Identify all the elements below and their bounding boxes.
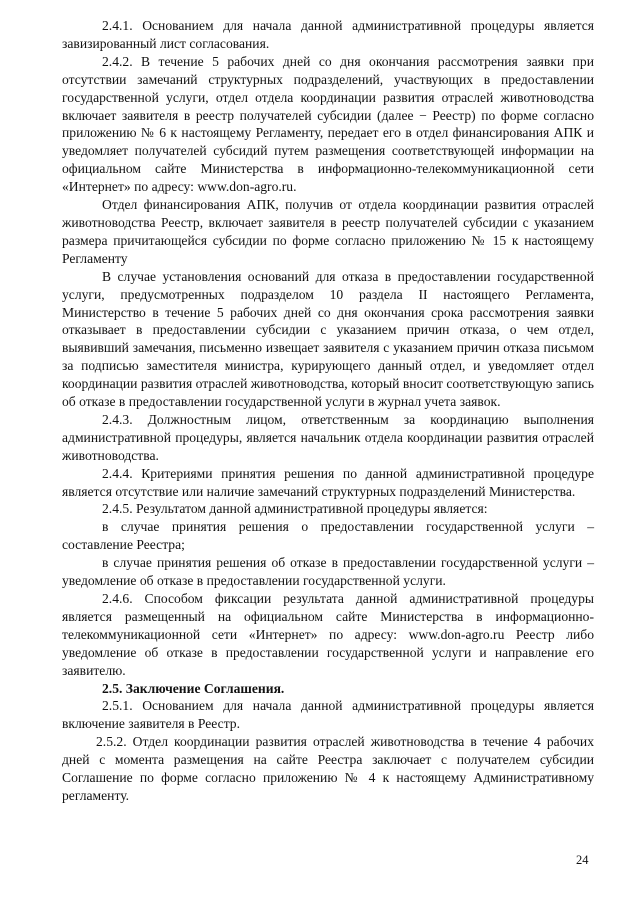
paragraph-result-refusal: в случае принятия решения об отказе в предоставлении государственной услуги – уведомление об отказе в предоставлении государственной услуги. xyxy=(62,555,594,589)
paragraph-2-4-1: 2.4.1. Основанием для начала данной административной процедуры является завизированный лист согласования. xyxy=(62,18,594,51)
paragraph-2-5-1: 2.5.1. Основанием для начала данной административной процедуры является включение заявителя в Реестр. xyxy=(62,698,594,732)
paragraph-finance-department: Отдел финансирования АПК, получив от отдела координации развития отраслей животноводства Реестр, включает заявителя в реестр получателей субсидии с указанием размера причитающейся субсидии по форме согласно приложению № 15 к настоящему Регламенту xyxy=(62,197,594,266)
section-heading-2-5: 2.5. Заключение Соглашения. xyxy=(102,680,285,696)
paragraph-refusal-case: В случае установления оснований для отказа в предоставлении государственной услуги, предусмотренных подразделом 10 раздела II настоящего Регламента, Министерство в течение 5 рабочих дней со дня окончания срока рассмотрения заявки отказывает в предоставлении субсидии с указанием причин отказа, о чем отдел, выявивший замечания, письменно извещает заявителя с указанием причин отказа письмом за подписью заместителя министра, курирующего данный отдел, и уведомляет отдел координации развития отраслей животноводства, который вносит соответствующую запись об отказе в предоставлении государственной услуги в журнал учета заявок. xyxy=(62,268,594,410)
paragraph-2-4-5: 2.4.5. Результатом данной административной процедуры является: xyxy=(102,501,488,517)
document-body xyxy=(62,17,594,805)
paragraph-2-4-6: 2.4.6. Способом фиксации результата данной административной процедуры является размещенный на официальном сайте Министерства в информационно-телекоммуникационной сети «Интернет» по адресу: www.don-agro.ru Реестр либо уведомление об отказе в предоставлении государственной услуги и направление его заявителю. xyxy=(62,591,594,678)
paragraph-2-4-2: 2.4.2. В течение 5 рабочих дней со дня окончания рассмотрения заявки при отсутствии замечаний структурных подразделений, участвующих в предоставлении государственной услуги, отдел отдела координации развития отраслей животноводства включает заявителя в реестр получателей субсидии (далее − Реестр) по форме согласно приложению № 6 к настоящему Регламенту, передает его в отдел финансирования АПК и уведомляет получателей субсидий путем размещения соответствующей информации на официальном сайте Министерства в информационно-телекоммуникационной сети «Интернет» по адресу: www.don-agro.ru. xyxy=(62,53,594,195)
page-number: 24 xyxy=(576,853,589,867)
paragraph-2-4-3: 2.4.3. Должностным лицом, ответственным за координацию выполнения административной процедуры, является начальник отдела координации развития отраслей животноводства. xyxy=(62,411,594,463)
paragraph-2-5-2: 2.5.2. Отдел координации развития отраслей животноводства в течение 4 рабочих дней с момента размещения на сайте Реестра заключает с получателем субсидии Соглашение по форме согласно приложению № 4 к настоящему Административному регламенту. xyxy=(62,734,594,803)
paragraph-result-provision: в случае принятия решения о предоставлении государственной услуги – составление Реестра; xyxy=(62,519,594,553)
paragraph-2-4-4: 2.4.4. Критериями принятия решения по данной административной процедуре является отсутствие или наличие замечаний структурных подразделений Министерства. xyxy=(62,465,594,499)
